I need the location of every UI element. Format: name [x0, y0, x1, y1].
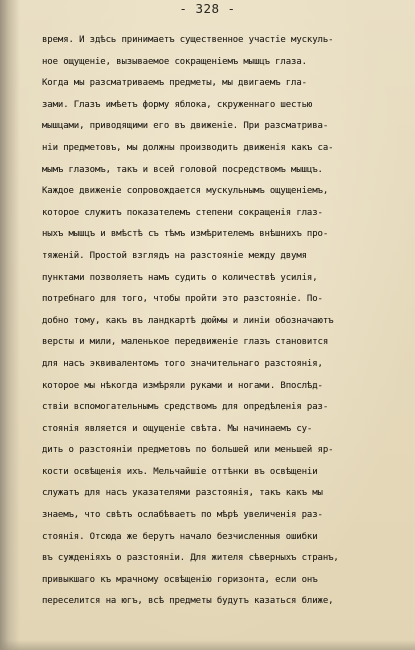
text-line: пунктами позволяетъ намъ судить о количествѣ усилія, [42, 272, 318, 283]
text-line: ствіи вспомогательнымъ средствомъ для опредѣленія раз- [42, 402, 329, 413]
text-line: ное ощущеніе, вызываемое сокращеніемъ мышцъ глаза. [42, 56, 307, 67]
text-line: зами. Глазъ имѣетъ форму яблока, скруженнаго шестью [42, 99, 313, 110]
text-line: добно тому, какъ въ ландкартѣ дюймы и линіи обозначаютъ [42, 315, 334, 326]
text-line: дить о разстояніи предметовъ по большей или меньшей яр- [42, 445, 334, 456]
text-line: стоянія. Отсюда же берутъ начало безчисленныя ошибки [42, 531, 318, 542]
text-line: которое мы нѣкогда измѣряли руками и ногами. Впослѣд- [42, 380, 323, 391]
text-line: версты и мили, маленькое передвиженіе глазъ становится [42, 337, 329, 348]
text-line: для насъ эквивалентомъ того значительнаго разстоянія, [42, 358, 323, 369]
text-line: Каждое движеніе сопровождается мускульнымъ ощущеніемъ, [42, 186, 329, 197]
text-line: привыкшаго къ мрачному освѣщенію горизонта, если онъ [42, 574, 318, 585]
text-line: тяженій. Простой взглядъ на разстояніе между двумя [42, 250, 307, 261]
text-line: служатъ для насъ указателями разстоянія, такъ какъ мы [42, 488, 323, 499]
text-line: кости освѣщенія ихъ. Мельчайшіе оттѣнки въ освѣщеніи [42, 466, 318, 477]
text-line: время. И здѣсь принимаетъ существенное участіе мускуль- [42, 35, 334, 45]
text-line: потребнаго для того, чтобы пройти это разстояніе. По- [42, 294, 323, 305]
text-line: ніи предметовъ, мы должны производить движенія какъ са- [42, 142, 334, 153]
text-line: въ сужденіяхъ о разстояніи. Для жителя сѣверныхъ странъ, [42, 553, 339, 564]
text-line: стоянія является и ощущеніе свѣта. Мы начинаемъ су- [42, 423, 313, 434]
text-line: знаемъ, что свѣтъ ослабѣваетъ по мѣрѣ увеличенія раз- [42, 510, 323, 521]
text-line: переселится на югъ, всѣ предметы будутъ казаться ближе, [42, 596, 334, 607]
text-line: Когда мы разсматриваемъ предметы, мы двигаемъ гла- [42, 78, 307, 89]
text-line: ныхъ мышцъ и вмѣстѣ съ тѣмъ измѣрителемъ внѣшнихъ про- [42, 229, 329, 240]
body-text [42, 30, 414, 613]
text-line: мымъ глазомъ, такъ и всей головой посредствомъ мышцъ. [42, 164, 323, 175]
page-bottom-shadow [0, 640, 415, 650]
text-line: которое служитъ показателемъ степени сокращенія глаз- [42, 207, 323, 218]
page-binding-shadow [0, 0, 20, 650]
text-line: мышцами, приводящими его въ движеніе. При разсматрива- [42, 121, 329, 132]
page-number: - 328 - [179, 1, 236, 16]
